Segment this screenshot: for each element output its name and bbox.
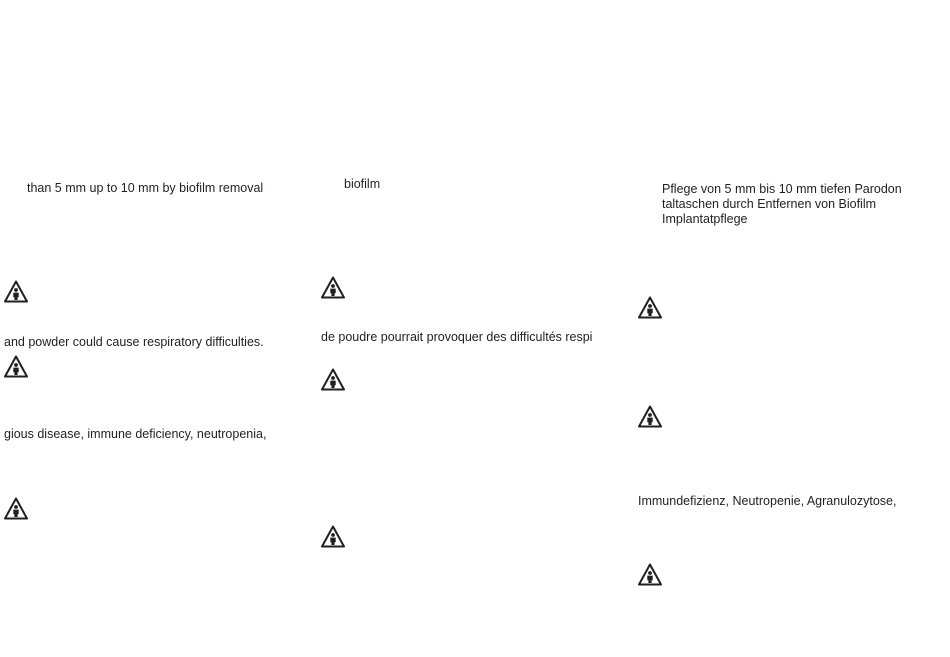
english-indication-text: than 5 mm up to 10 mm by biofilm removal bbox=[27, 181, 264, 195]
german-column bbox=[636, 0, 950, 657]
english-powder-warning: and powder could cause respiratory difficulties. bbox=[4, 335, 264, 349]
warning-person-icon bbox=[3, 279, 29, 305]
warning-person-icon bbox=[320, 367, 346, 393]
french-column bbox=[318, 0, 628, 657]
warning-person-icon bbox=[3, 496, 29, 522]
english-column bbox=[0, 0, 310, 657]
german-disease-warning: Immundefizienz, Neutropenie, Agranulozytose, bbox=[638, 494, 897, 508]
warning-person-icon bbox=[637, 562, 663, 588]
french-indication-text: biofilm bbox=[344, 177, 381, 191]
german-indication-line: taltaschen durch Entfernen von Biofilm bbox=[662, 197, 877, 211]
warning-person-icon bbox=[320, 524, 346, 550]
warning-person-icon bbox=[320, 275, 346, 301]
warning-person-icon bbox=[3, 354, 29, 380]
german-indication-line: Pflege von 5 mm bis 10 mm tiefen Parodon bbox=[662, 182, 902, 196]
german-indication-line: Implantatpflege bbox=[662, 212, 748, 226]
french-powder-warning: de poudre pourrait provoquer des difficultés respi bbox=[321, 330, 593, 344]
warning-person-icon bbox=[637, 404, 663, 430]
english-disease-warning: gious disease, immune deficiency, neutropenia, bbox=[4, 427, 267, 441]
warning-person-icon bbox=[637, 295, 663, 321]
